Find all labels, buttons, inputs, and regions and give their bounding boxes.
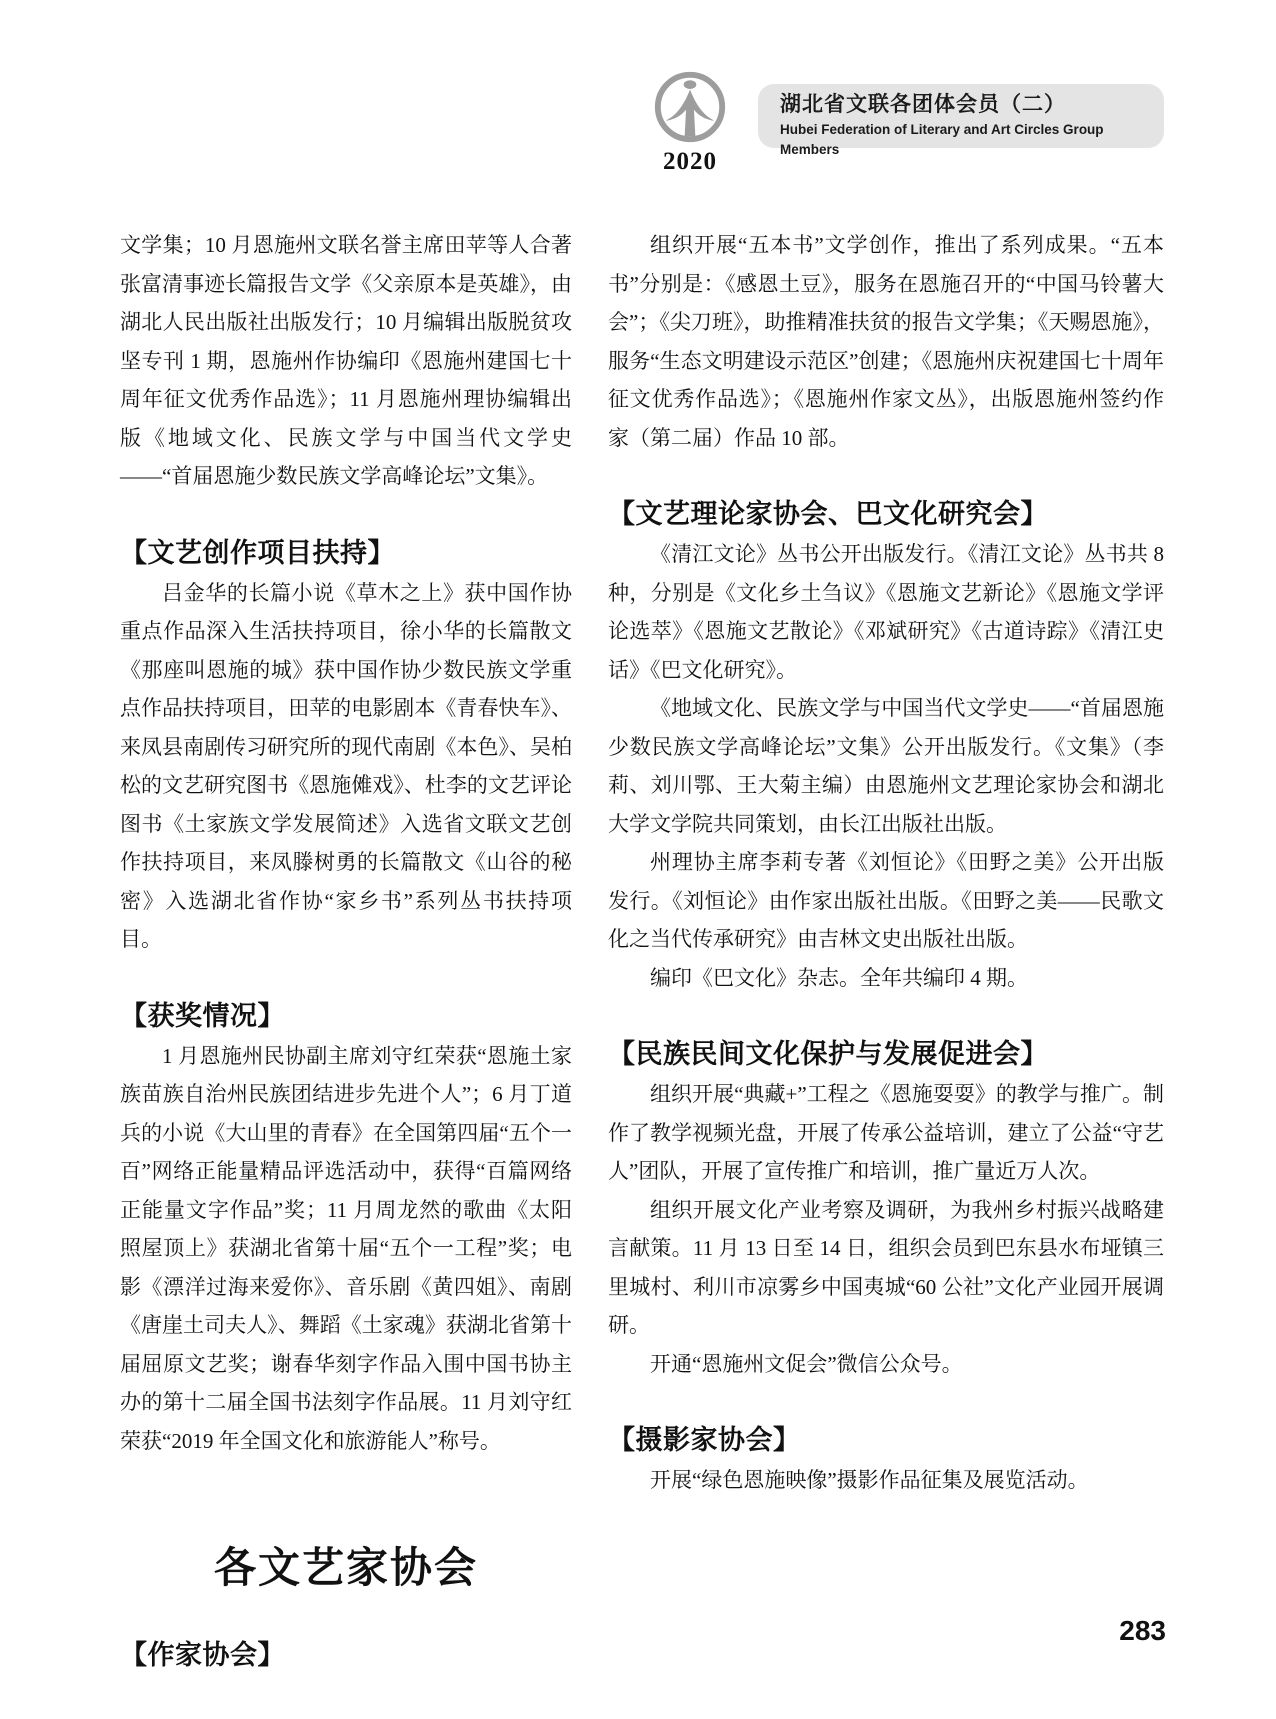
header-title-cn: 湖北省文联各团体会员（二） — [780, 93, 1066, 116]
section-heading-awards: 【获奖情况】 — [120, 1000, 285, 1031]
section-heading-creation-support: 【文艺创作项目扶持】 — [120, 537, 395, 568]
paragraph: 开展“绿色恩施映像”摄影作品征集及展览活动。 — [650, 1468, 1089, 1492]
header-banner — [758, 84, 1164, 157]
paragraph: 吕金华的长篇小说《草木之上》获中国作协重点作品深入生活扶持项目，徐小华的长篇散文《那座叫恩施的城》获中国作协少数民族文学重点作品扶持项目，田苹的电影剧本《青春快车》、来凤县南剧传习研究所的现代南剧《本色》、吴柏松的文艺研究图书《恩施傩戏》、杜李的文艺评论图书《土家族文学发展简述》入选省文联文艺创作扶持项目，来凤滕树勇的长篇散文《山谷的秘密》入选湖北省作协“家乡书”系列丛书扶持项目。 — [120, 580, 572, 951]
section-heading-folk-culture-protection: 【民族民间文化保护与发展促进会】 — [608, 1039, 1048, 1069]
paragraph: 组织开展文化产业考察及调研，为我州乡村振兴战略建言献策。11 月 13 日至 14 日，组织会员到巴东县水布垭镇三里城村、利川市凉雾乡中国夷城“60 公社”文化产业园开展调研。 — [608, 1197, 1164, 1337]
paragraph: 编印《巴文化》杂志。全年共编印 4 期。 — [650, 965, 1028, 990]
paragraph: 组织开展“典藏+”工程之《恩施耍耍》的教学与推广。制作了教学视频光盘，开展了传承公益培训，建立了公益“守艺人”团队，开展了宣传推广和培训，推广量近万人次。 — [608, 1082, 1164, 1183]
page-number: 283 — [1119, 1615, 1166, 1646]
paragraph: 州理协主席李莉专著《刘恒论》《田野之美》公开出版发行。《刘恒论》由作家出版社出版。《田野之美——民歌文化之当代传承研究》由吉林文史出版社出版。 — [608, 850, 1164, 951]
federation-emblem-icon — [651, 68, 729, 146]
paragraph: 组织开展“五本书”文学创作，推出了系列成果。“五本书”分别是：《感恩土豆》，服务在恩施召开的“中国马铃薯大会”；《尖刀班》，助推精准扶贫的报告文学集；《天赐恩施》，服务“生态文明建设示范区”创建；《恩施州庆祝建国七十周年征文优秀作品选》；《恩施州作家文丛》，出版恩施州签约作家（第二届）作品 10 部。 — [608, 233, 1164, 450]
right-column — [608, 226, 1164, 1500]
federation-logo — [645, 68, 735, 176]
section-heading-photographers-association: 【摄影家协会】 — [608, 1425, 801, 1455]
continuation-paragraph: 文学集；10 月恩施州文联名誉主席田苹等人合著张富清事迹长篇报告文学《父亲原本是英雄》，由湖北人民出版社出版发行；10 月编辑出版脱贫攻坚专刊 1 期，恩施州作协编印《恩施州建国七十周年征文优秀作品选》；11 月恩施州理协编辑出版《地域文化、民族文学与中国当代文学史——“首届恩施少数民族文学高峰论坛”文集》。 — [120, 233, 572, 488]
section-heading-writers-association: 【作家协会】 — [120, 1640, 285, 1670]
paragraph: 1 月恩施州民协副主席刘守红荣获“恩施土家族苗族自治州民族团结进步先进个人”；6 月丁道兵的小说《大山里的青春》在全国第四届“五个一百”网络正能量精品评选活动中，获得“百篇网络正能量文字作品”奖；11 月周龙然的歌曲《太阳照屋顶上》获湖北省第十届“五个一工程”奖；电影《漂洋过海来爱你》、音乐剧《黄四姐》、南剧《唐崖土司夫人》、舞蹈《土家魂》获湖北省第十届屈原文艺奖；谢春华刻字作品入围中国书协主办的第十二届全国书法刻字作品展。11 月刘守红荣获“2019 年全国文化和旅游能人”称号。 — [120, 1043, 572, 1453]
section-heading-theorists-ba-culture: 【文艺理论家协会、巴文化研究会】 — [608, 499, 1048, 529]
chapter-title: 各文艺家协会 — [213, 1544, 478, 1591]
left-column — [120, 226, 572, 1676]
paragraph: 《清江文论》丛书公开出版发行。《清江文论》丛书共 8 种，分别是《文化乡土刍议》《恩施文艺新论》《恩施文学评论选萃》《恩施文艺散论》《邓斌研究》《古道诗踪》《清江史话》《巴文化研究》。 — [608, 542, 1164, 682]
header-title-en: Hubei Federation of Literary and Art Circles Group Members — [780, 122, 1104, 157]
paragraph: 《地域文化、民族文学与中国当代文学史——“首届恩施少数民族文学高峰论坛”文集》公开出版发行。《文集》（李莉、刘川鄂、王大菊主编）由恩施州文艺理论家协会和湖北大学文学院共同策划，由长江出版社出版。 — [608, 696, 1164, 836]
paragraph: 开通“恩施州文促会”微信公众号。 — [650, 1351, 963, 1376]
logo-year: 2020 — [663, 148, 717, 175]
